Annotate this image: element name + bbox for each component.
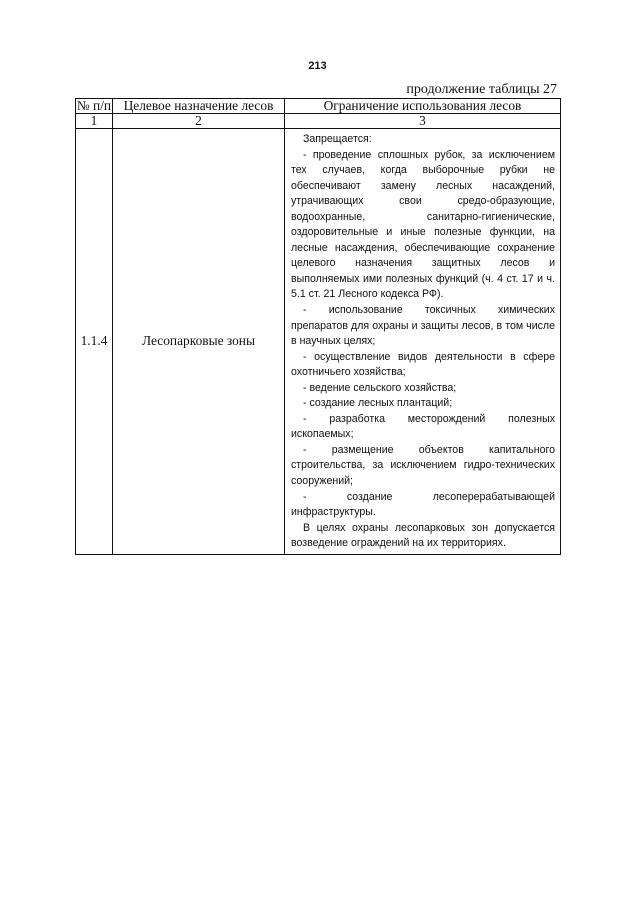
column-number: 2 <box>113 114 285 129</box>
table-caption: продолжение таблицы 27 <box>406 82 557 97</box>
row-restrictions <box>285 129 561 555</box>
table-row <box>76 129 561 555</box>
row-number: 1.1.4 <box>76 129 113 555</box>
restriction-heading: Запрещается: <box>303 133 372 145</box>
page-number: 213 <box>308 60 327 72</box>
restrictions-table <box>75 98 561 555</box>
restriction-item: - разработка месторождений полезных ископаемых; <box>291 412 555 441</box>
column-number: 3 <box>285 114 561 129</box>
header-number: № п/п <box>76 98 112 113</box>
restriction-item: - осуществление видов деятельности в сфере охотничьего хозяйства; <box>291 350 555 379</box>
restriction-item: - создание лесных плантаций; <box>303 397 453 410</box>
restriction-item: - использование токсичных химических препаратов для охраны и защиты лесов, в том числе в научных целях; <box>291 304 555 348</box>
restriction-item: - размещение объектов капитального строительства, за исключением гидро-технических сооружений; <box>291 443 555 488</box>
header-restrictions: Ограничение использования лесов <box>285 99 561 114</box>
restriction-item: - проведение сплошных рубок, за исключением тех случаев, когда выборочные рубки не обеспечивают замену лесных насаждений, утрачивающих свои средо-образующие, водоохранные, санитарно-гигиенические, оздоровительные и иные полезные функции, на лесные насаждения, обеспечивающие сохранение целевого назначения защитных лесов и выполняемых ими полезных функций (ч. 4 ст. 17 и ч. 5.1 ст. 21 Лесного кодекса РФ). <box>291 148 555 301</box>
header-purpose: Целевое назначение лесов <box>113 99 285 114</box>
column-number-row <box>76 114 561 129</box>
row-purpose: Лесопарковые зоны <box>113 129 285 555</box>
restriction-note: В целях охраны лесопарковых зон допускается возведение ограждений на их территориях. <box>291 521 555 550</box>
column-number: 1 <box>76 114 113 129</box>
restriction-item: - создание лесоперерабатывающей инфраструктуры. <box>291 490 555 519</box>
restriction-item: - ведение сельского хозяйства; <box>303 381 457 394</box>
header-row <box>76 99 561 114</box>
